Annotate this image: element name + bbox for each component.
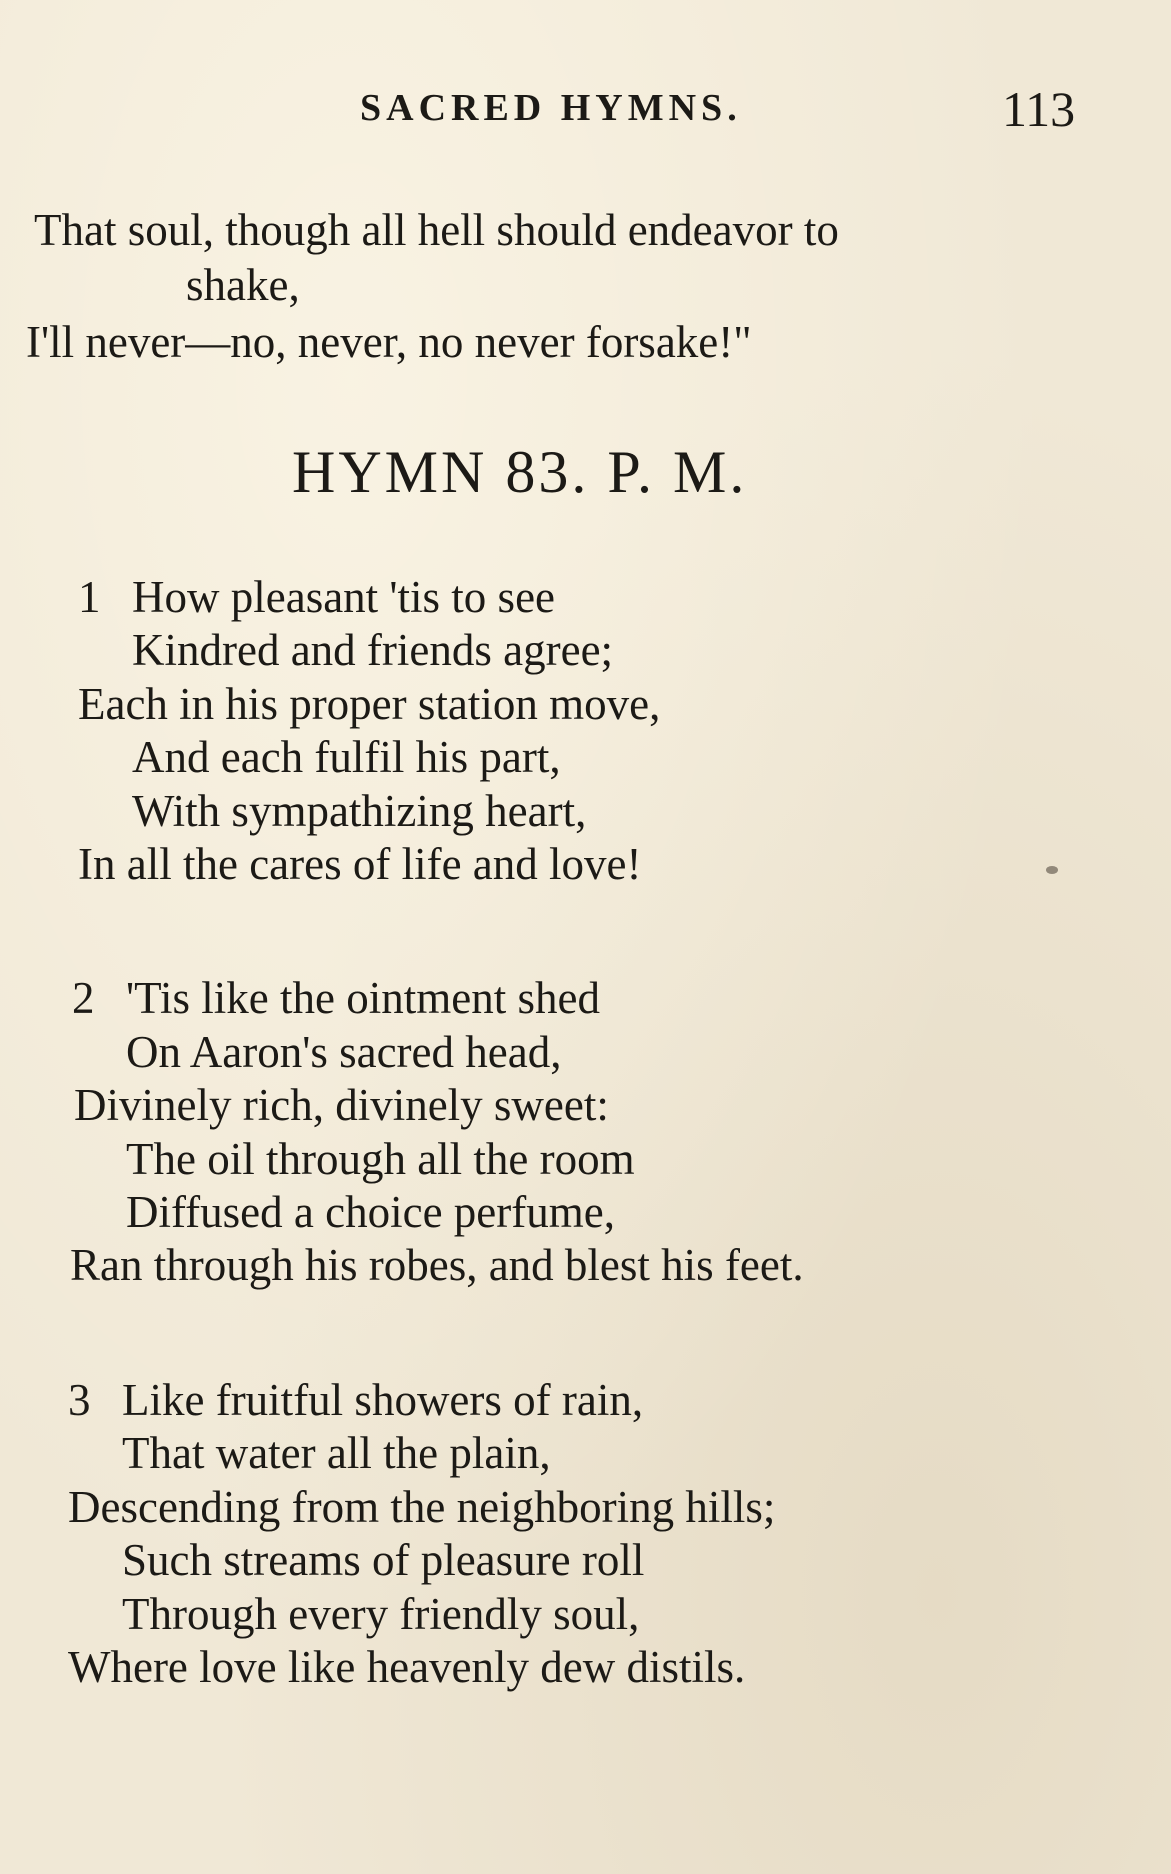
verse-line: The oil through all the room bbox=[126, 1134, 635, 1184]
verse-line: Through every friendly soul, bbox=[122, 1589, 640, 1639]
verse-line: Divinely rich, divinely sweet: bbox=[74, 1080, 609, 1130]
verse-line: Like fruitful showers of rain, bbox=[122, 1375, 644, 1425]
stanza-first-line bbox=[68, 1375, 644, 1425]
stanza-number: 3 bbox=[68, 1375, 91, 1425]
verse-line: On Aaron's sacred head, bbox=[126, 1027, 562, 1077]
previous-hymn-line: shake, bbox=[186, 260, 300, 310]
verse-line: Where love like heavenly dew distils. bbox=[68, 1642, 746, 1692]
stanza-number: 2 bbox=[72, 973, 95, 1023]
previous-hymn-line: I'll never—no, never, no never forsake!" bbox=[26, 317, 752, 367]
verse-line: Diffused a choice perfume, bbox=[126, 1187, 615, 1237]
verse-line: Descending from the neighboring hills; bbox=[68, 1482, 776, 1532]
page-number: 113 bbox=[1002, 81, 1076, 137]
verse-line: Kindred and friends agree; bbox=[132, 625, 614, 675]
running-head: SACRED HYMNS. bbox=[360, 87, 742, 129]
verse-line: Each in his proper station move, bbox=[78, 679, 661, 729]
verse-line: 'Tis like the ointment shed bbox=[126, 973, 600, 1023]
verse-line: Such streams of pleasure roll bbox=[122, 1535, 645, 1585]
ink-speck bbox=[1046, 866, 1058, 874]
verse-line: With sympathizing heart, bbox=[132, 786, 587, 836]
verse-line: Ran through his robes, and blest his feet. bbox=[70, 1240, 804, 1290]
stanza-number: 1 bbox=[78, 572, 101, 622]
verse-line: In all the cares of life and love! bbox=[78, 839, 642, 889]
verse-line: How pleasant 'tis to see bbox=[132, 572, 556, 622]
previous-hymn-line: That soul, though all hell should endeavor to bbox=[34, 205, 839, 255]
stanza-first-line bbox=[72, 973, 600, 1023]
verse-line: And each fulfil his part, bbox=[132, 732, 561, 782]
stanza-first-line bbox=[78, 572, 556, 622]
verse-line: That water all the plain, bbox=[122, 1428, 551, 1478]
hymn-title: HYMN 83. P. M. bbox=[292, 439, 748, 505]
